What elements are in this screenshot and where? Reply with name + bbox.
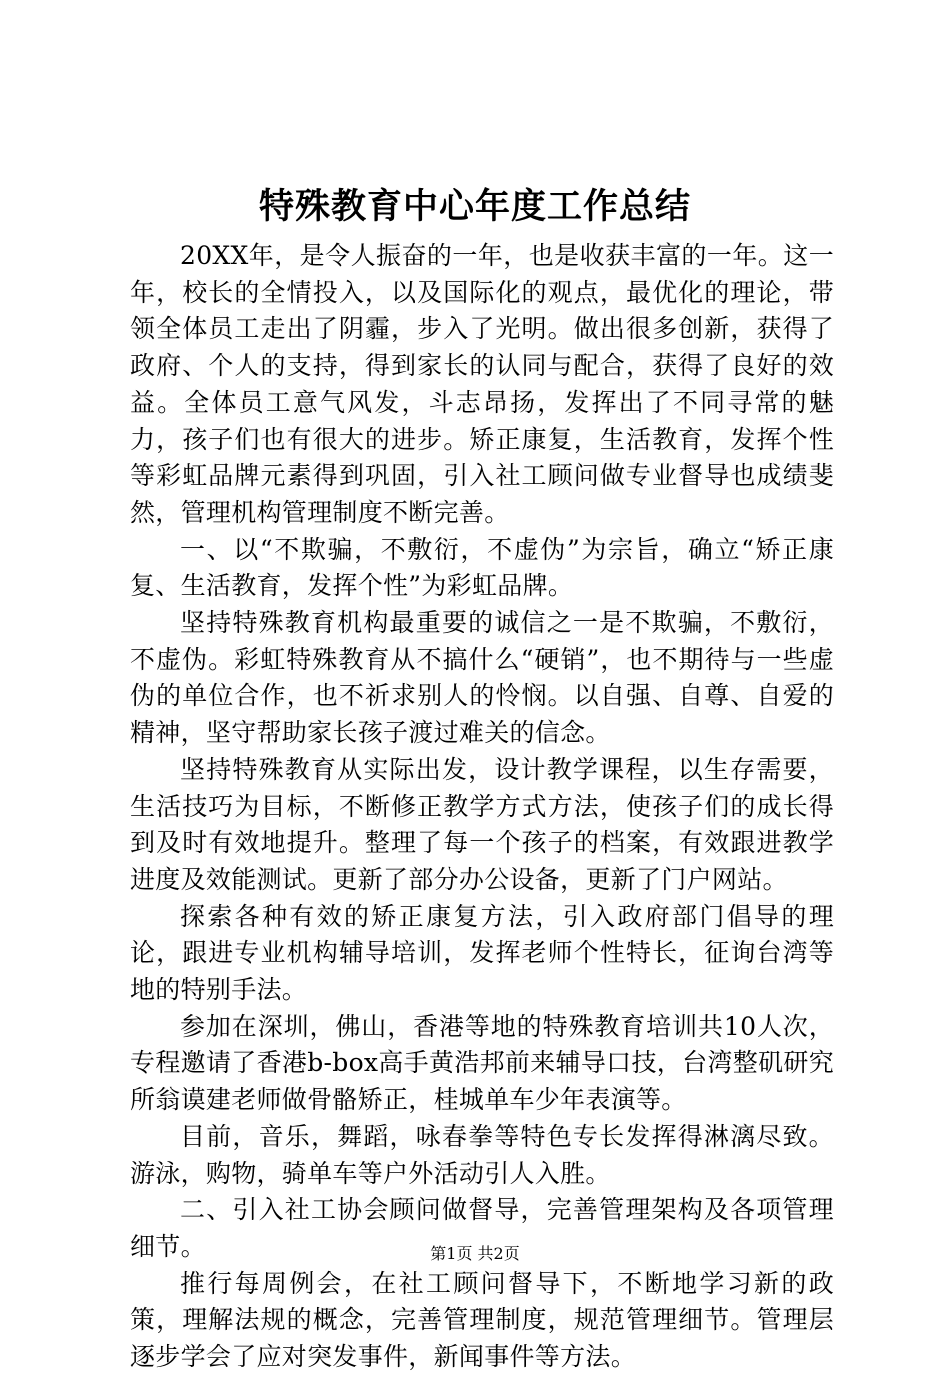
paragraph: 推行每周例会，在社工顾问督导下，不断地学习新的政策，理解法规的概念，完善管理制度，规范管理细节。管理层逐步学会了应对突发事件，新闻事件等方法。 [130,1268,834,1372]
paragraph: 坚持特殊教育从实际出发，设计教学课程，以生存需要，生活技巧为目标，不断修正教学方式方法，使孩子们的成长得到及时有效地提升。整理了每一个孩子的档案，有效跟进教学进度及效能测试。更新了部分办公设备，更新了门户网站。 [130,754,834,894]
document-title: 特殊教育中心年度工作总结 [258,186,691,227]
paragraph: 20XX年，是令人振奋的一年，也是收获丰富的一年。这一年，校长的全情投入，以及国际化的观点，最优化的理论，带领全体员工走出了阴霾，步入了光明。做出很多创新，获得了政府、个人的支持，得到家长的认同与配合，获得了良好的效益。全体员工意气风发，斗志昂扬，发挥出了不同寻常的魅力，孩子们也有很大的进步。矫正康复，生活教育，发挥个性等彩虹品牌元素得到巩固，引入社工顾问做专业督导也成绩斐然，管理机构管理制度不断完善。 [130,241,834,527]
document-body [130,238,834,1376]
paragraph: 坚持特殊教育机构最重要的诚信之一是不欺骗，不敷衍，不虚伪。彩虹特殊教育从不搞什么“硬销”，也不期待与一些虚伪的单位合作，也不祈求别人的怜悯。以自强、自尊、自爱的精神，坚守帮助家长孩子渡过难关的信念。 [130,608,834,748]
section-heading-1: 一、以“不欺骗，不敷衍，不虚伪”为宗旨，确立“矫正康复、生活教育，发挥个性”为彩虹品牌。 [130,534,834,601]
paragraph: 探索各种有效的矫正康复方法，引入政府部门倡导的理论，跟进专业机构辅导培训，发挥老师个性特长，征询台湾等地的特别手法。 [130,901,834,1005]
paragraph: 参加在深圳，佛山，香港等地的特殊教育培训共10人次，专程邀请了香港b-box高手黄浩邦前来辅导口技，台湾整矶研究所翁谟建老师做骨骼矫正，桂城单车少年表演等。 [130,1011,834,1115]
section-heading-2: 二、引入社工协会顾问做督导，完善管理架构及各项管理细节。 [130,1195,834,1261]
page-footer: 第1页 共2页 [430,1244,520,1263]
paragraph: 目前，音乐，舞蹈，咏春拳等特色专长发挥得淋漓尽致。游泳，购物，骑单车等户外活动引人入胜。 [130,1121,834,1188]
